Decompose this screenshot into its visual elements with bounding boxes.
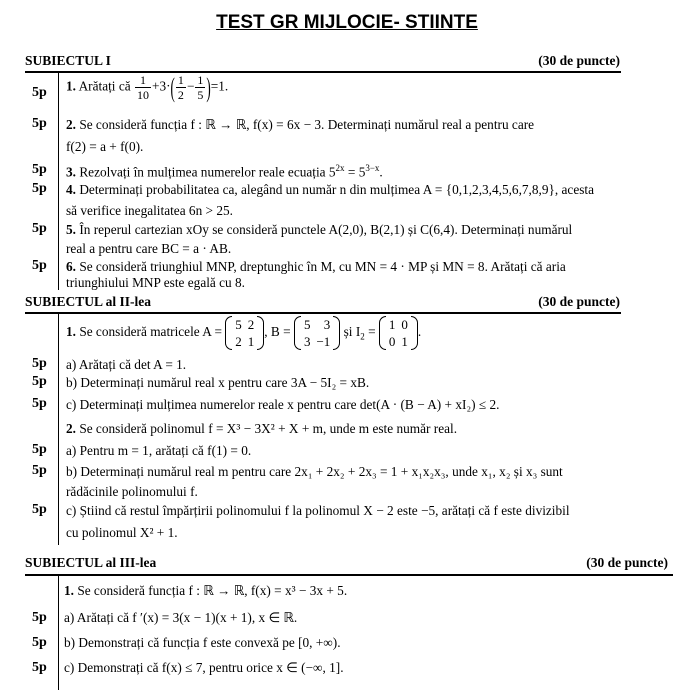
points-2-1c: 5p xyxy=(32,396,47,411)
section-1-heading: SUBIECTUL I xyxy=(25,53,111,68)
section-3-points: (30 de puncte) xyxy=(586,555,668,570)
section-2-points: (30 de puncte) xyxy=(538,294,620,309)
points-3-1c: 5p xyxy=(32,660,47,675)
item-1-2-line2: f(2) = a + f(0). xyxy=(66,139,144,154)
points-2-2b: 5p xyxy=(32,463,47,478)
section-1-rule xyxy=(25,71,621,73)
points-1-1: 5p xyxy=(32,85,47,100)
item-2-2b-line2: rădăcinile polinomului f. xyxy=(66,484,198,499)
item-3-1b: b) Demonstrați că funcția f este convexă pe [0, +∞). xyxy=(64,635,341,650)
item-2-1b: b) Determinați numărul real x pentru care 3A − 5I₂ = xB. xyxy=(66,375,370,390)
item-2-1a: a) Arătați că det A = 1. xyxy=(66,357,187,372)
points-1-4: 5p xyxy=(32,181,47,196)
points-2-2c: 5p xyxy=(32,502,47,517)
matrix-b: 5 3 3 −1 xyxy=(294,316,340,350)
section-3-heading: SUBIECTUL al III-lea xyxy=(25,555,157,570)
item-1-4-line1: 4. Determinați probabilitatea ca, alegând un număr n din mulțimea A = {0,1,2,3,4,5,6,7,8,9}, acesta xyxy=(66,182,595,197)
points-3-1b: 5p xyxy=(32,635,47,650)
points-2-1a: 5p xyxy=(32,356,47,371)
item-2-2c-line2: cu polinomul X² + 1. xyxy=(66,525,178,540)
matrix-i2: 1 0 0 1 xyxy=(379,316,418,350)
item-1-2-line1: 2. Se consideră funcția f : ℝ → ℝ, f(x) = 6x − 3. Determinați numărul real a pentru care xyxy=(66,117,535,132)
item-3-1a: a) Arătați că f ′(x) = 3(x − 1)(x + 1), x ∈ ℝ. xyxy=(64,610,298,625)
points-2-1b: 5p xyxy=(32,374,47,389)
item-2-2c-line1: c) Știind că restul împărțirii polinomului f la polinomul X − 2 este −5, arătați că f este divizibil xyxy=(66,503,570,518)
item-3-1-intro: 1. Se consideră funcția f : ℝ → ℝ, f(x) = x³ − 3x + 5. xyxy=(64,583,348,598)
section-2-margin-line xyxy=(58,313,59,545)
item-1-4-line2: să verifice inegalitatea 6n > 25. xyxy=(66,203,233,218)
points-2-2a: 5p xyxy=(32,442,47,457)
section-3-margin-line xyxy=(58,575,59,690)
points-1-3: 5p xyxy=(32,162,47,177)
item-2-2a: a) Pentru m = 1, arătați că f(1) = 0. xyxy=(66,443,252,458)
item-1-6-line2: triunghiului MNP este egală cu 8. xyxy=(66,275,245,290)
item-1-6-line1: 6. Se consideră triunghiul MNP, dreptunghic în M, cu MN = 4 · MP și MN = 8. Arătați că aria xyxy=(66,259,566,274)
points-1-5: 5p xyxy=(32,221,47,236)
section-3-rule xyxy=(25,574,673,576)
points-1-2: 5p xyxy=(32,116,47,131)
item-1-1: 1. Arătați că $\frac{1}{10}$ +3·( $\frac{1}{2}$ − $\frac{1}{5}$ )=1. xyxy=(66,70,229,103)
item-1-5-line1: 5. În reperul cartezian xOy se consideră punctele A(2,0), B(2,1) și C(6,4). Determinați numărul xyxy=(66,222,573,237)
section-1-margin-line xyxy=(58,72,59,290)
item-2-2-intro: 2. Se consideră polinomul f = X³ − 3X² + X + m, unde m este număr real. xyxy=(66,421,458,436)
item-2-1-intro: 1. Se consideră matricele A = 5 2 2 1 , B = 5 3 3 −1 și $I_2$ = 1 0 0 1 . xyxy=(66,317,422,349)
section-1-points: (30 de puncte) xyxy=(538,53,620,68)
item-2-2b-line1: b) Determinați numărul real m pentru care 2x₁ + 2x₂ + 2x₃ = 1 + x₁x₂x₃, unde x₁, x₂ și x₃ sunt xyxy=(66,464,563,479)
item-1-5-line2: real a pentru care BC = a · AB. xyxy=(66,241,232,256)
points-3-1a: 5p xyxy=(32,610,47,625)
matrix-a: 5 2 2 1 xyxy=(225,316,264,350)
points-1-6: 5p xyxy=(32,258,47,273)
section-2-heading: SUBIECTUL al II-lea xyxy=(25,294,152,309)
page-title: TEST GR MIJLOCIE- STIINTE xyxy=(216,12,478,33)
item-1-3: 3. Rezolvați în mulțimea numerelor reale ecuația $5^{2x} = 5^{3-x}$. xyxy=(66,163,383,180)
item-2-1c: c) Determinați mulțimea numerelor reale x pentru care det(A · (B − A) + xI₂) ≤ 2. xyxy=(66,397,500,412)
item-3-1c: c) Demonstrați că f(x) ≤ 7, pentru orice x ∈ (−∞, 1]. xyxy=(64,660,344,675)
section-2-rule xyxy=(25,312,621,314)
